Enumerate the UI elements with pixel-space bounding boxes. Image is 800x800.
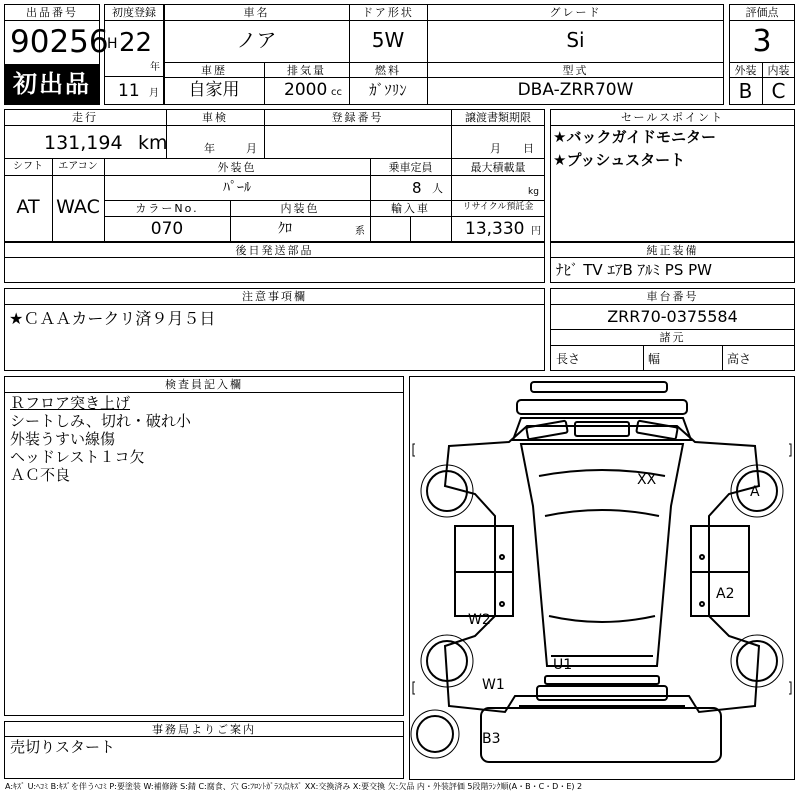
grade-label: グレード (549, 6, 602, 19)
inspector-note-1: Ｒフロア突き上げ (10, 394, 131, 412)
capacity-unit: 人 (432, 182, 443, 195)
capacity-label: 乗車定員 (388, 161, 433, 174)
score-value: 3 (752, 24, 772, 59)
chassis-label: 車台番号 (646, 290, 699, 303)
sales-point-2: ★プッシュスタート (553, 151, 686, 169)
era: H (107, 36, 118, 52)
car-damage-diagram (409, 376, 796, 781)
door-type: 5W (371, 28, 405, 52)
exterior-grade: B (738, 79, 753, 103)
color-no: 070 (150, 219, 184, 239)
first-reg-label: 初度登録 (112, 6, 156, 19)
exterior-label: 外装 (734, 64, 757, 77)
mark-xx: XX (637, 472, 657, 488)
int-color-suffix: 系 (355, 226, 365, 237)
inspection-month-unit: 月 (246, 142, 257, 155)
color: ﾊﾟｰﾙ (223, 180, 251, 196)
first-listing-text: 初出品 (13, 70, 91, 98)
legend: A:ｷｽﾞ U:ﾍｺﾐ B:ｷｽﾞを伴うﾍｺﾐ P:要塗装 W:補修跡 S:錆 C:腐食、穴 G:ﾌﾛﾝﾄｶﾞﾗｽ点ｷｽﾞ XX:交換済み X:要交換 欠:欠品 内・外装評価 5段階ﾗﾝｸ順(A・B・C・D・E) 2 (5, 782, 583, 791)
lot-label: 出品番号 (26, 6, 78, 19)
import-label: 輸入車 (391, 202, 430, 215)
recycle: 13,330 (465, 219, 525, 239)
yen-unit: 円 (531, 226, 541, 237)
regno-label: 登録番号 (331, 111, 384, 124)
later-parts-label: 後日発送部品 (235, 244, 314, 257)
width-label: 幅 (648, 352, 661, 366)
car-name: ノア (236, 28, 277, 52)
int-color: ｸﾛ (278, 221, 292, 237)
mark-u1: U1 (553, 657, 573, 673)
model-label: 型式 (562, 64, 589, 77)
equipment: ﾅﾋﾞ TV ｴｱB ｱﾙﾐ PS PW (556, 261, 712, 279)
inspector-note-3: 外装うすい線傷 (10, 430, 116, 448)
chassis-number: ZRR70-0375584 (607, 307, 738, 326)
grade: Si (566, 28, 585, 52)
inspector-note-2: シートしみ、切れ・破れ小 (10, 412, 191, 430)
interior-label: 内装 (767, 64, 790, 77)
caution-label: 注意事項欄 (242, 290, 307, 303)
history: 自家用 (188, 80, 240, 100)
km-unit: km (138, 132, 168, 154)
transfer-label: 譲渡書類期限 (465, 111, 531, 124)
car-name-label: 車名 (243, 6, 270, 19)
sales-point-1: ★バックガイドモニター (553, 128, 716, 146)
ac: WAC (56, 196, 100, 218)
mark-a: A (750, 484, 760, 500)
score-label: 評価点 (745, 6, 779, 19)
year-unit: 年 (150, 62, 160, 73)
specs-label: 諸元 (659, 331, 686, 344)
load-unit: kg (528, 187, 539, 197)
history-label: 車歴 (201, 64, 227, 77)
mileage: 131,194 (44, 132, 123, 154)
inspector-label: 検査員記入欄 (165, 378, 243, 391)
displacement-label: 排気量 (287, 64, 326, 77)
interior-grade: C (771, 79, 786, 103)
load-label: 最大積載量 (470, 161, 526, 174)
inspection-year-unit: 年 (204, 142, 215, 155)
int-color-label: 内装色 (280, 202, 320, 215)
door-label: ドア形状 (362, 6, 414, 19)
recycle-label: リサイクル預託金 (462, 202, 534, 212)
fuel: ｶﾞｿﾘﾝ (369, 81, 407, 99)
reg-year: 22 (119, 28, 153, 58)
mark-w1: W1 (482, 677, 505, 693)
mark-a2: A2 (716, 586, 735, 602)
equipment-label: 純正装備 (646, 244, 699, 257)
ac-label: エアコン (58, 161, 98, 172)
fuel-label: 燃料 (375, 64, 401, 77)
office-note: 売切りスタート (10, 738, 116, 756)
shift-label: シフト (13, 161, 43, 172)
length-label: 長さ (556, 352, 581, 366)
capacity: 8 (412, 179, 422, 197)
mark-b3: B3 (482, 731, 501, 747)
month-unit: 月 (149, 88, 159, 99)
reg-month: 11 (118, 81, 140, 101)
inspector-note-4: ヘッドレスト１コ欠 (10, 448, 145, 466)
colorno-label: カラーNo. (135, 202, 199, 215)
transfer-month-unit: 月 (490, 142, 501, 155)
mileage-label: 走行 (72, 111, 98, 124)
inspection-label: 車検 (202, 111, 228, 124)
color-label: 外装色 (217, 161, 257, 174)
inspector-note-5: ＡＣ不良 (10, 466, 71, 484)
lot-number: 90256 (10, 24, 109, 60)
caution-text: ★ＣＡＡカークリ済９月５日 (9, 309, 216, 328)
mark-w2: W2 (468, 612, 491, 628)
height-label: 高さ (727, 352, 752, 366)
transfer-day-unit: 日 (523, 142, 534, 155)
sales-label: セールスポイント (620, 111, 724, 124)
model-code: DBA-ZRR70W (517, 80, 634, 100)
office-label: 事務局よりご案内 (152, 723, 256, 736)
displacement: 2000 (284, 80, 328, 100)
shift: AT (16, 196, 40, 218)
cc-unit: cc (331, 87, 342, 98)
